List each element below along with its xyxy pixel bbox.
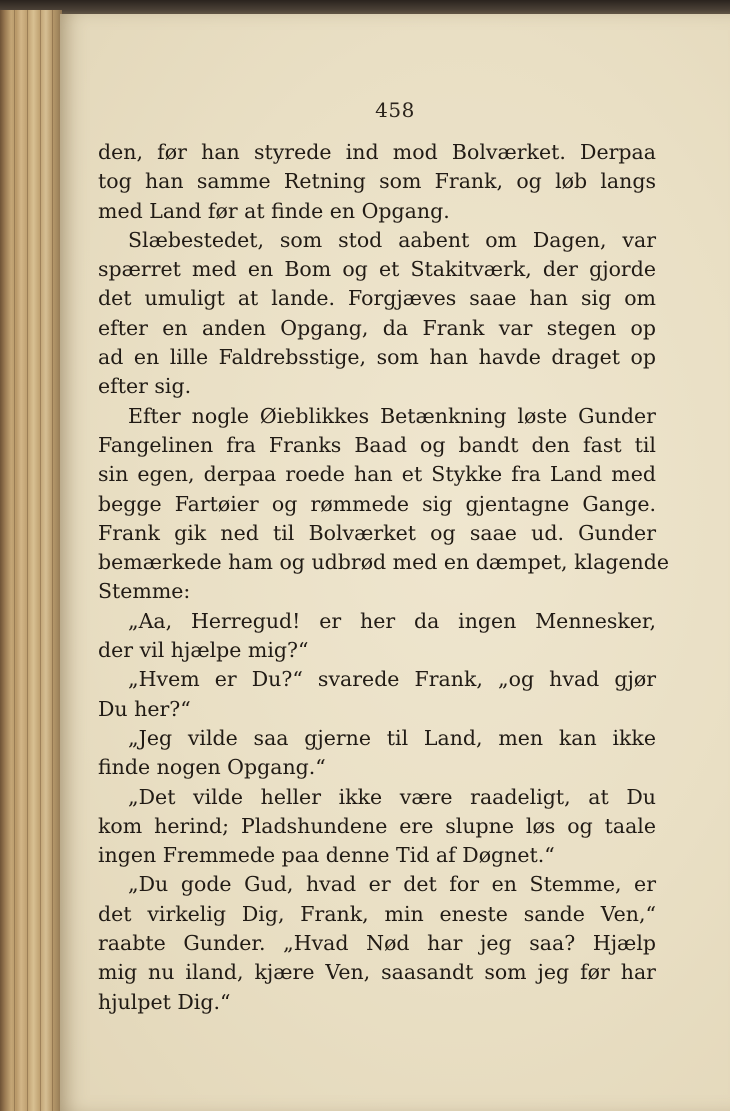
text-line: efter sig. — [98, 374, 192, 399]
text-line: begge Fartøier og rømmede sig gjentagne Gange. — [98, 491, 656, 516]
text-line: Frank gik ned til Bolværket og saae ud. Gunder — [98, 520, 656, 545]
text-line: efter en anden Opgang, da Frank var stegen op — [98, 315, 656, 340]
text-line: ad en lille Faldrebsstige, som han havde draget op — [98, 345, 656, 370]
text-line: tog han samme Retning som Frank, og løb langs — [98, 169, 656, 194]
text-line: Du her?“ — [98, 696, 191, 721]
text-line: Fangelinen fra Franks Baad og bandt den fast til — [98, 432, 656, 457]
text-line: spærret med en Bom og et Stakitværk, der gjorde — [98, 257, 656, 282]
page-edge-line — [40, 10, 41, 1111]
text-line: hjulpet Dig.“ — [98, 989, 231, 1014]
text-line: bemærkede ham og udbrød med en dæmpet, klagende — [98, 550, 670, 575]
text-line: „Det vilde heller ikke være raadeligt, at Du — [128, 784, 656, 809]
text-line: sin egen, derpaa roede han et Stykke fra Land med — [98, 462, 656, 487]
text-line: mig nu iland, kjære Ven, saasandt som jeg før har — [98, 960, 656, 985]
text-line: ingen Fremmede paa denne Tid af Døgnet.“ — [98, 843, 555, 868]
text-line: „Aa, Herregud! er her da ingen Mennesker, — [128, 608, 656, 633]
text-line: kom herind; Pladshundene ere slupne løs og taale — [98, 813, 656, 838]
text-line: raabte Gunder. „Hvad Nød har jeg saa? Hjælp — [98, 931, 656, 956]
text-line: Slæbestedet, som stod aabent om Dagen, var — [128, 227, 656, 252]
text-line: Stemme: — [98, 579, 191, 604]
body-text — [98, 138, 670, 1017]
text-line: den, før han styrede ind mod Bolværket. Derpaa — [98, 140, 656, 164]
text-line: med Land før at finde en Opgang. — [98, 198, 450, 223]
page-number: 458 — [375, 98, 415, 122]
text-line: „Hvem er Du?“ svarede Frank, „og hvad gjør — [128, 667, 656, 692]
page-edge-line — [14, 10, 15, 1111]
page-edge-line — [52, 10, 53, 1111]
page-edge-line — [27, 10, 28, 1111]
text-line: finde nogen Opgang.“ — [98, 755, 326, 780]
text-line: der vil hjælpe mig?“ — [98, 638, 309, 663]
text-line: det umuligt at lande. Forgjæves saae han sig om — [98, 286, 656, 311]
text-line: „Jeg vilde saa gjerne til Land, men kan ikke — [128, 725, 656, 750]
text-line: det virkelig Dig, Frank, min eneste sande Ven,“ — [98, 901, 656, 926]
text-line: „Du gode Gud, hvad er det for en Stemme, er — [128, 872, 656, 897]
text-line: Efter nogle Øieblikkes Betænkning løste Gunder — [128, 403, 656, 428]
